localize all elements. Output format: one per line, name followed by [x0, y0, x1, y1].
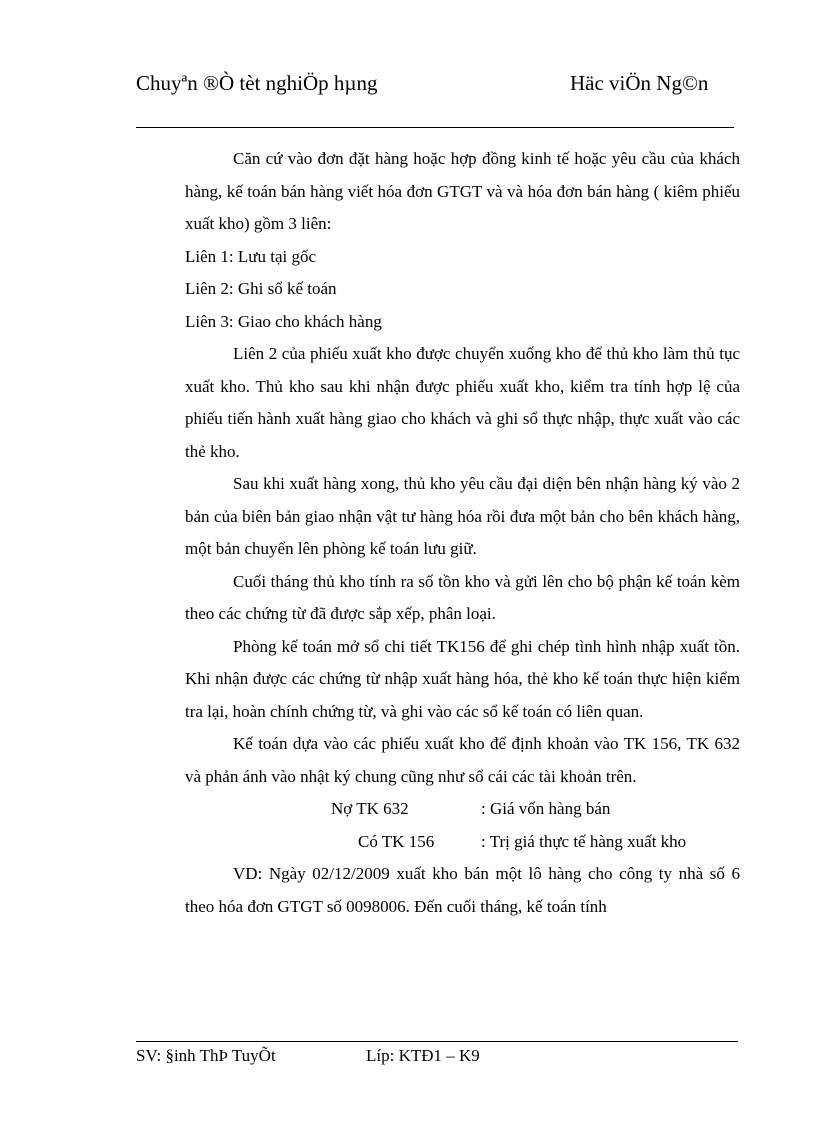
list-item-lien-1: Liên 1: Lưu tại gốc: [185, 246, 317, 266]
header-divider: [136, 127, 734, 128]
paragraph-after-delivery: Sau khi xuất hàng xong, thủ kho yêu cầu đại diện bên nhận hàng ký vào 2 bản của biên bản giao nhận vật tư hàng hóa rồi đưa một bản cho bên khách hàng, một bản chuyển lên phòng kế toán lưu giữ.: [185, 474, 740, 558]
paragraph-intro: Căn cứ vào đơn đặt hàng hoặc hợp đồng kinh tế hoặc yêu cầu của khách hàng, kế toán bán hàng viết hóa đơn GTGT và và hóa đơn bán hàng ( kiêm phiếu xuất kho) gồm 3 liên:: [185, 149, 740, 233]
paragraph-accounting-dept: Phòng kế toán mở sổ chi tiết TK156 để ghi chép tình hình nhập xuất tồn. Khi nhận được các chứng từ nhập xuất hàng hóa, thẻ kho kế toán thực hiện kiểm tra lại, hoàn chính chứng từ, và ghi vào các sổ kế toán có liên quan.: [185, 636, 740, 721]
credit-account: Có TK 156: [358, 831, 435, 851]
footer-divider: [136, 1041, 738, 1042]
header-title-left: Chuyªn ®Ò tèt nghiÖp hµng: [136, 71, 378, 95]
header-title-right: Häc viÖn Ng©n: [570, 71, 709, 95]
journal-entry-credit: [185, 826, 740, 859]
paragraph-posting: Kế toán dựa vào các phiếu xuất kho để định khoản vào TK 156, TK 632 và phản ánh vào nhật ký chung cũng như sổ cái các tài khoản trên.: [185, 734, 740, 786]
paragraph-example: VD: Ngày 02/12/2009 xuất kho bán một lô hàng cho công ty nhà số 6 theo hóa đơn GTGT số 0098006. Đến cuối tháng, kế toán tính: [185, 864, 740, 916]
debit-description: : Giá vốn hàng bán: [481, 799, 611, 818]
footer-student: SV: §inh ThÞ TuyÕt: [136, 1046, 276, 1065]
document-body: [185, 143, 740, 923]
journal-entry-debit: [185, 793, 740, 826]
paragraph-month-end: Cuối tháng thủ kho tính ra số tồn kho và gửi lên cho bộ phận kế toán kèm theo các chứng từ đã được sắp xếp, phân loại.: [185, 571, 740, 623]
list-item-lien-3: Liên 3: Giao cho khách hàng: [185, 311, 382, 331]
footer-class: Líp: KTĐ1 – K9: [366, 1046, 480, 1065]
credit-description: : Trị giá thực tế hàng xuất kho: [481, 831, 687, 851]
debit-account: Nợ TK 632: [331, 799, 409, 818]
list-item-lien-2: Liên 2: Ghi sổ kế toán: [185, 279, 337, 298]
paragraph-lien-2-process: Liên 2 của phiếu xuất kho được chuyển xuống kho để thủ kho làm thủ tục xuất kho. Thủ kho sau khi nhận được phiếu xuất kho, kiểm tra tính hợp lệ của phiếu tiến hành xuất hàng giao cho khách và ghi sổ thực nhập, thực xuất vào các thẻ kho.: [185, 344, 740, 461]
